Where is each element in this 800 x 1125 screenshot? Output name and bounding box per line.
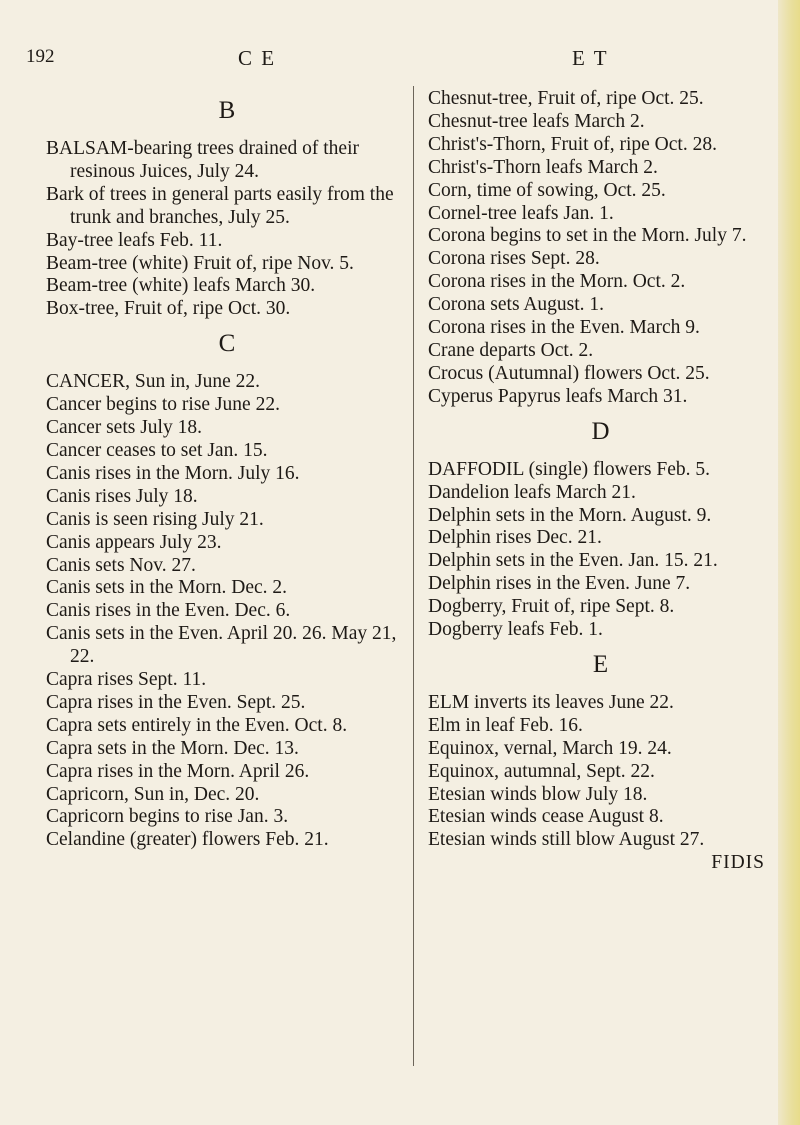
catchword: FIDIS: [711, 852, 765, 874]
index-entry: Corn, time of sowing, Oct. 25.: [428, 179, 666, 201]
index-entry: Cancer ceases to set Jan. 15.: [46, 439, 268, 461]
index-entry: Christ's-Thorn, Fruit of, ripe Oct. 28.: [428, 133, 717, 155]
index-entry: Dogberry leafs Feb. 1.: [428, 619, 603, 641]
index-entry: Beam-tree (white) Fruit of, ripe Nov. 5.: [46, 252, 354, 274]
index-entry: Celandine (greater) flowers Feb. 21.: [46, 829, 329, 851]
index-entry: Delphin sets in the Even. Jan. 15. 21.: [428, 550, 718, 572]
index-entry: Canis sets Nov. 27.: [46, 554, 196, 576]
index-entry: Crocus (Autumnal) flowers Oct. 25.: [428, 362, 710, 384]
index-entry: Corona rises in the Even. March 9.: [428, 317, 700, 339]
section-letter-e: E: [592, 650, 609, 678]
index-entry: Crane departs Oct. 2.: [428, 339, 594, 361]
index-entry: Canis sets in the Even. April 20. 26. May 21, 22.: [46, 623, 397, 668]
index-entry: Canis rises in the Even. Dec. 6.: [46, 600, 291, 622]
index-entry: Capricorn, Sun in, Dec. 20.: [46, 783, 260, 805]
index-entry: Cornel-tree leafs Jan. 1.: [428, 202, 614, 224]
index-entry: Elm in leaf Feb. 16.: [428, 714, 583, 736]
index-entry: Corona begins to set in the Morn. July 7.: [428, 225, 747, 247]
index-entry: Christ's-Thorn leafs March 2.: [428, 156, 658, 178]
index-entry: Capra rises in the Even. Sept. 25.: [46, 691, 306, 713]
right-column: [428, 88, 773, 875]
left-column: [46, 88, 408, 852]
index-entry: Bay-tree leafs Feb. 11.: [46, 229, 223, 251]
index-entry: Cyperus Papyrus leafs March 31.: [428, 385, 688, 407]
index-entry: Canis appears July 23.: [46, 531, 222, 553]
index-entry: Canis rises in the Morn. July 16.: [46, 462, 300, 484]
page-edge: [778, 0, 800, 1125]
column-divider: [413, 86, 414, 1066]
index-entry: Capra rises in the Morn. April 26.: [46, 760, 310, 782]
index-entry: BALSAM-bearing trees drained of their resinous Juices, July 24.: [46, 138, 359, 182]
index-entry: Cancer begins to rise June 22.: [46, 394, 280, 416]
index-entry: Dogberry, Fruit of, ripe Sept. 8.: [428, 596, 675, 618]
index-entry: Capricorn begins to rise Jan. 3.: [46, 806, 289, 828]
index-entry: ELM inverts its leaves June 22.: [428, 691, 674, 713]
running-header: [24, 46, 764, 78]
index-entry: Capra rises Sept. 11.: [46, 669, 207, 691]
index-entry: DAFFODIL (single) flowers Feb. 5.: [428, 458, 710, 480]
index-entry: Equinox, autumnal, Sept. 22.: [428, 760, 655, 782]
index-entry: Capra sets entirely in the Even. Oct. 8.: [46, 714, 348, 736]
index-entry: Capra sets in the Morn. Dec. 13.: [46, 737, 299, 759]
index-entry: Box-tree, Fruit of, ripe Oct. 30.: [46, 298, 291, 320]
section-letter-d: D: [591, 417, 610, 445]
index-entry: Canis is seen rising July 21.: [46, 508, 264, 530]
index-entry: Canis sets in the Morn. Dec. 2.: [46, 577, 288, 599]
index-entry: Etesian winds blow July 18.: [428, 783, 648, 805]
index-entry: Bark of trees in general parts easily from the trunk and branches, July 25.: [46, 183, 394, 228]
index-entry: Delphin sets in the Morn. August. 9.: [428, 504, 712, 526]
index-entry: Etesian winds cease August 8.: [428, 806, 664, 828]
section-letter-c: C: [218, 330, 236, 358]
index-entry: Delphin rises Dec. 21.: [428, 527, 602, 549]
header-left: C E: [238, 46, 277, 70]
page-number: 192: [26, 46, 55, 67]
index-entry: CANCER, Sun in, June 22.: [46, 371, 260, 393]
index-entry: Beam-tree (white) leafs March 30.: [46, 275, 316, 297]
index-entry: Corona rises in the Morn. Oct. 2.: [428, 271, 686, 293]
index-entry: Etesian winds still blow August 27.: [428, 829, 705, 851]
index-entry: Cancer sets July 18.: [46, 417, 202, 439]
index-entry: Delphin rises in the Even. June 7.: [428, 573, 691, 595]
index-entry: Canis rises July 18.: [46, 485, 198, 507]
index-entry: Chesnut-tree, Fruit of, ripe Oct. 25.: [428, 88, 704, 109]
index-entry: Dandelion leafs March 21.: [428, 481, 636, 503]
index-entry: Equinox, vernal, March 19. 24.: [428, 737, 672, 759]
index-entry: Chesnut-tree leafs March 2.: [428, 110, 645, 132]
section-letter-b: B: [218, 97, 236, 124]
index-entry: Corona rises Sept. 28.: [428, 248, 600, 270]
index-entry: Corona sets August. 1.: [428, 294, 605, 316]
header-right: E T: [572, 46, 609, 70]
